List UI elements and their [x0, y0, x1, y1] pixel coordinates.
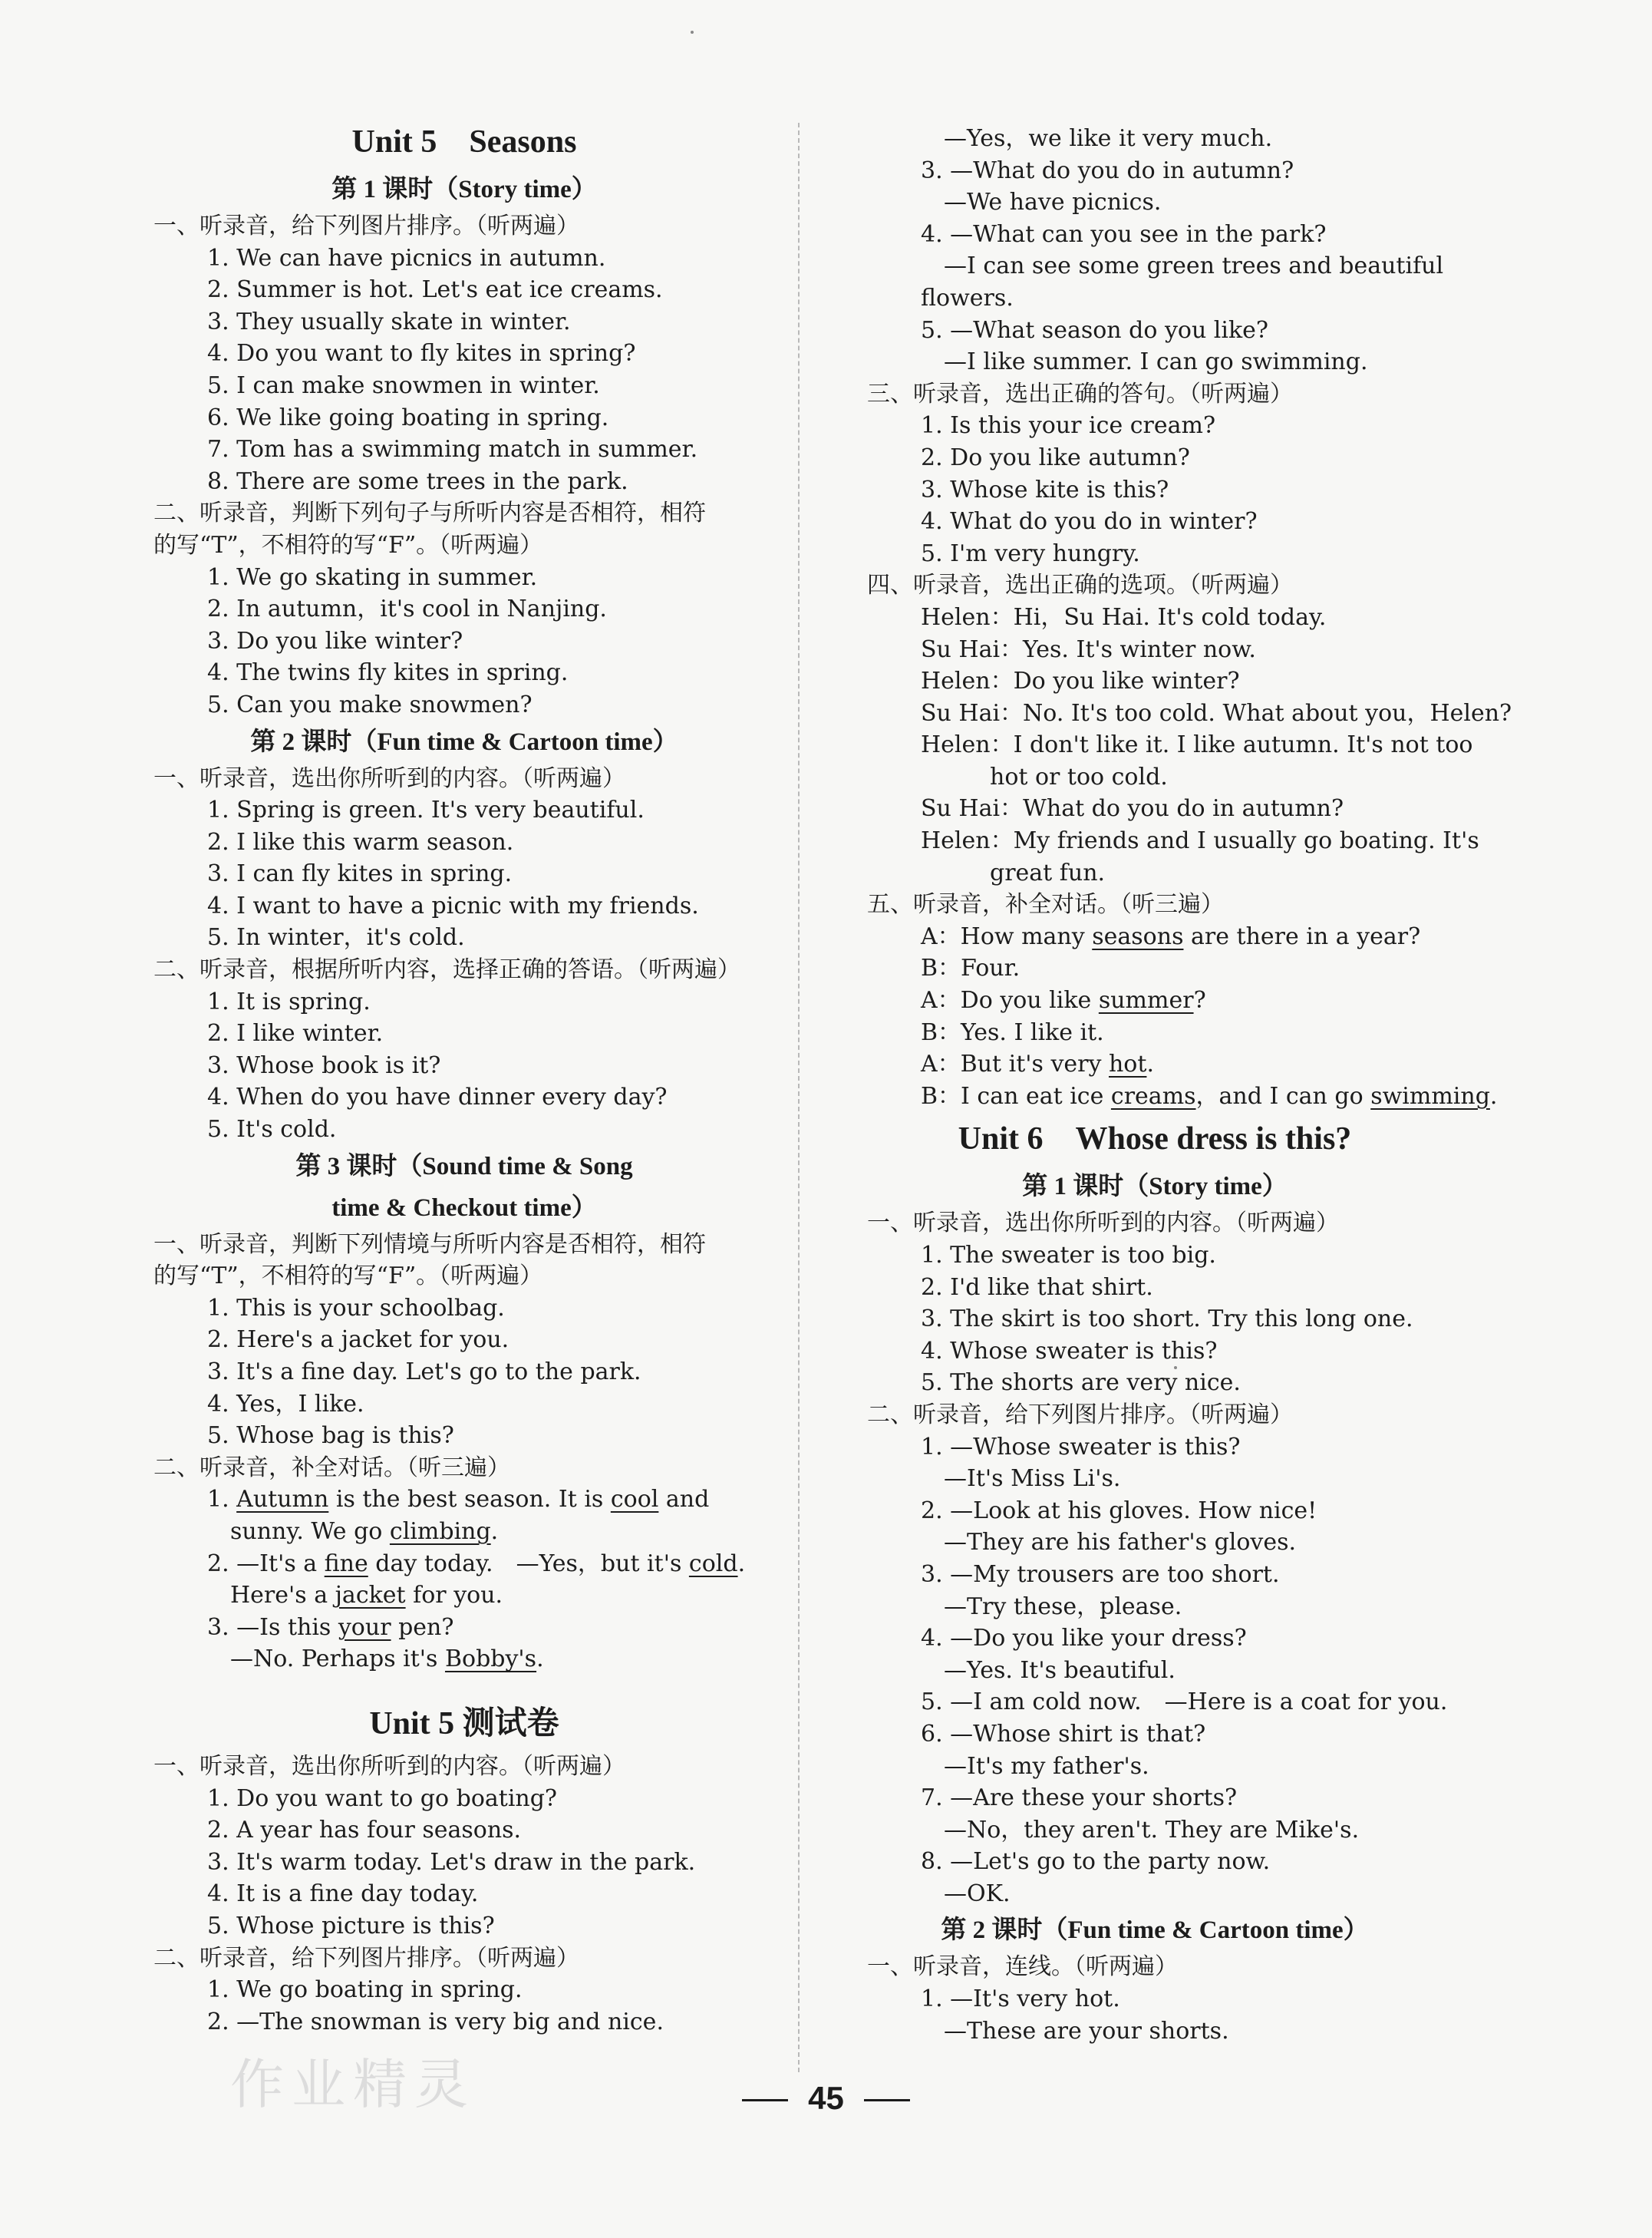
transcript-line: 4. Whose sweater is this?	[921, 1337, 1218, 1365]
transcript-line: 1. —Whose sweater is this?	[921, 1433, 1241, 1461]
lesson-heading: 第 2 课时（Fun time & Cartoon time）	[250, 728, 678, 756]
transcript-line: Su Hai：Yes. It's winter now.	[921, 635, 1256, 663]
transcript-line: —It's Miss Li's.	[944, 1465, 1121, 1493]
transcript-line: 4. —Do you like your dress?	[921, 1625, 1247, 1652]
transcript-line: Su Hai：No. It's too cold. What about you，Helen?	[921, 699, 1512, 727]
transcript-line: Helen：Do you like winter?	[921, 668, 1240, 695]
transcript-line: 4. The twins fly kites in spring.	[207, 659, 569, 687]
transcript-line: 3. I can fly kites in spring.	[207, 860, 513, 888]
filled-answer: jacket	[335, 1582, 406, 1609]
transcript-line	[153, 1643, 775, 1675]
transcript-line: 4. Yes，I like.	[207, 1390, 364, 1418]
transcript-line: 2. —The snowman is very big and nice.	[207, 2008, 664, 2035]
transcript-line: 5. Whose bag is this?	[207, 1422, 454, 1450]
transcript-line: 4. —What can you see in the park?	[921, 220, 1327, 248]
transcript-line: 2. Summer is hot. Let's eat ice creams.	[207, 276, 663, 304]
transcript-line	[153, 1548, 775, 1580]
transcript-line: Su Hai：What do you do in autumn?	[921, 795, 1344, 823]
transcript-line: 2. In autumn，it's cool in Nanjing.	[207, 596, 607, 623]
page-number	[0, 2080, 1652, 2117]
transcript-line: —Yes，we like it very much.	[944, 125, 1273, 152]
transcript-line: —Try these，please.	[944, 1593, 1182, 1620]
transcript-line: Helen：Hi，Su Hai. It's cold today.	[921, 603, 1327, 631]
question-instruction: 的写“T”，不相符的写“F”。（听两遍）	[153, 531, 543, 559]
line-text: A：How many	[921, 923, 1093, 950]
line-text: A：Do you like	[921, 987, 1099, 1015]
filled-answer: Autumn	[236, 1486, 329, 1513]
transcript-line: 5. Can you make snowmen?	[207, 691, 533, 718]
question-instruction: 一、听录音，选出你所听到的内容。（听两遍）	[867, 1210, 1339, 1237]
transcript-line: 3. Whose book is it?	[207, 1051, 441, 1079]
spacer	[153, 1675, 775, 1697]
scan-speck	[691, 31, 694, 34]
transcript-line: 1. Is this your ice cream?	[921, 412, 1216, 440]
transcript-line: 5. Whose picture is this?	[207, 1912, 495, 1939]
transcript-line: 3. It's a fine day. Let's go to the park.	[207, 1358, 641, 1385]
transcript-line: 4. When do you have dinner every day?	[207, 1084, 668, 1111]
filled-answer: swimming	[1370, 1082, 1490, 1110]
right-column	[867, 123, 1512, 2047]
transcript-line: —I like summer. I can go swimming.	[944, 348, 1368, 376]
transcript-line: —We have picnics.	[944, 189, 1162, 216]
line-text: pen?	[391, 1613, 454, 1641]
filled-answer: cool	[610, 1486, 659, 1513]
line-text: is the best season. It is	[328, 1486, 611, 1513]
transcript-line: 4. Do you want to fly kites in spring?	[207, 340, 636, 368]
transcript-line: —They are his father's gloves.	[944, 1529, 1297, 1556]
question-instruction: 二、听录音，给下列图片排序。（听两遍）	[867, 1401, 1293, 1428]
transcript-line: 4. I want to have a picnic with my friends.	[207, 892, 699, 919]
transcript-line: 4. What do you do in winter?	[921, 508, 1258, 536]
line-text: 3. —Is this	[207, 1613, 338, 1641]
line-text: are there in a year?	[1183, 923, 1421, 950]
transcript-line: 5. I can make snowmen in winter.	[207, 371, 600, 399]
question-instruction: 二、听录音，给下列图片排序。（听两遍）	[153, 1944, 579, 1972]
watermark: 作业精灵	[230, 2053, 476, 2116]
filled-answer: seasons	[1092, 923, 1184, 950]
filled-answer: summer	[1098, 987, 1194, 1015]
transcript-line: 1. The sweater is too big.	[921, 1242, 1216, 1269]
line-text: 1.	[207, 1486, 237, 1513]
transcript-line: 7. —Are these your shorts?	[921, 1784, 1238, 1812]
unit-title: Unit 5 测试卷	[369, 1705, 559, 1741]
line-text: B：I can eat ice	[921, 1082, 1111, 1110]
line-text: sunny. We go	[230, 1517, 390, 1545]
transcript-line: 1. Spring is green. It's very beautiful.	[207, 797, 645, 824]
transcript-line: Helen：My friends and I usually go boating. It's	[921, 827, 1479, 855]
transcript-line: 2. I like this warm season.	[207, 828, 514, 856]
transcript-line: 5. The shorts are very nice.	[921, 1369, 1241, 1397]
transcript-line: 2. Here's a jacket for you.	[207, 1326, 509, 1354]
transcript-line	[867, 921, 1443, 953]
transcript-line: B：Yes. I like it.	[921, 1018, 1104, 1046]
transcript-line: 1. It is spring.	[207, 988, 371, 1015]
transcript-line: 5. In winter，it's cold.	[207, 924, 465, 952]
transcript-line: 5. —What season do you like?	[921, 316, 1269, 344]
transcript-line: B：Four.	[921, 955, 1021, 982]
transcript-line: 6. We like going boating in spring.	[207, 404, 609, 431]
transcript-line: 3. The skirt is too short. Try this long one.	[921, 1306, 1413, 1333]
transcript-line: 5. It's cold.	[207, 1116, 337, 1144]
line-text: Here's a	[230, 1582, 335, 1609]
question-instruction: 一、听录音，连线。（听两遍）	[867, 1953, 1178, 1981]
lesson-heading: 第 1 课时（Story time）	[331, 176, 597, 203]
transcript-line: —OK.	[944, 1880, 1011, 1907]
page-number-text: 45	[808, 2080, 844, 2116]
transcript-line: 5. —I am cold now. —Here is a coat for you.	[921, 1688, 1448, 1716]
transcript-line	[153, 1579, 775, 1612]
transcript-line	[867, 985, 1443, 1017]
transcript-line: 6. —Whose shirt is that?	[921, 1720, 1206, 1748]
transcript-line: 8. —Let's go to the party now.	[921, 1848, 1271, 1876]
question-instruction: 一、听录音，给下列图片排序。（听两遍）	[153, 213, 579, 239]
transcript-line: —Yes. It's beautiful.	[944, 1656, 1176, 1684]
question-instruction: 一、听录音，判断下列情境与所听内容是否相符，相符	[153, 1230, 706, 1258]
line-text: A：But it's very	[921, 1051, 1109, 1078]
transcript-line	[867, 1048, 1443, 1081]
transcript-line: 3. It's warm today. Let's draw in the park.	[207, 1848, 696, 1876]
transcript-line: —I can see some green trees and beautiful	[944, 253, 1444, 280]
lesson-heading: 第 3 课时（Sound time & Song	[295, 1152, 633, 1180]
transcript-line: 7. Tom has a swimming match in summer.	[207, 436, 698, 464]
question-instruction: 五、听录音，补全对话。（听三遍）	[867, 891, 1224, 919]
question-instruction: 一、听录音，选出你所听到的内容。（听两遍）	[153, 1752, 625, 1780]
line-text: .	[490, 1517, 499, 1545]
transcript-line: 1. We go boating in spring.	[207, 1976, 523, 2004]
column-divider	[798, 123, 800, 2072]
page-number-dash-right	[864, 2099, 910, 2101]
page-number-dash-left	[742, 2099, 788, 2101]
line-text: ，and I can go	[1195, 1082, 1371, 1110]
transcript-line: —It's my father's.	[944, 1752, 1149, 1780]
filled-answer: fine	[324, 1550, 368, 1577]
transcript-line: 1. Do you want to go boating?	[207, 1784, 558, 1812]
left-column	[153, 115, 775, 2038]
transcript-line: 2. I like winter.	[207, 1020, 384, 1048]
filled-answer: creams	[1110, 1082, 1196, 1110]
filled-answer: cold	[688, 1550, 738, 1577]
question-instruction: 四、听录音，选出正确的选项。（听两遍）	[867, 572, 1293, 599]
transcript-line: great fun.	[921, 859, 1106, 886]
question-instruction: 二、听录音，判断下列句子与所听内容是否相符，相符	[153, 500, 706, 527]
transcript-line: —No，they aren't. They are Mike's.	[944, 1816, 1360, 1844]
question-instruction: 的写“T”，不相符的写“F”。（听两遍）	[153, 1263, 543, 1290]
question-instruction: 一、听录音，选出你所听到的内容。（听两遍）	[153, 764, 625, 792]
transcript-line: 8. There are some trees in the park.	[207, 467, 628, 495]
transcript-line: 1. We can have picnics in autumn.	[207, 244, 606, 272]
line-text: .	[737, 1550, 746, 1577]
transcript-line	[153, 1612, 775, 1644]
transcript-line: 1. This is your schoolbag.	[207, 1294, 505, 1322]
line-text: .	[1489, 1082, 1498, 1110]
transcript-line	[153, 1484, 775, 1516]
question-instruction: 二、听录音，根据所听内容，选择正确的答语。（听两遍）	[153, 956, 740, 984]
lesson-heading: 第 1 课时（Story time）	[1022, 1173, 1288, 1201]
line-text: day today. —Yes，but it's	[368, 1550, 689, 1577]
transcript-line: flowers.	[921, 284, 1014, 312]
filled-answer: hot	[1108, 1051, 1147, 1078]
line-text: .	[536, 1645, 544, 1673]
transcript-line: 5. I'm very hungry.	[921, 540, 1140, 567]
line-text: for you.	[405, 1582, 503, 1609]
filled-answer: your	[338, 1613, 391, 1641]
transcript-line: Helen：I don't like it. I like autumn. It's not too	[921, 731, 1473, 759]
unit-title: Unit 6 Whose dress is this?	[958, 1121, 1352, 1157]
question-instruction: 三、听录音，选出正确的答句。（听两遍）	[867, 380, 1293, 408]
transcript-line: 2. —Look at his gloves. How nice!	[921, 1497, 1317, 1524]
filled-answer: climbing	[389, 1517, 491, 1545]
transcript-line: 1. —It's very hot.	[921, 1985, 1120, 2013]
question-instruction: 二、听录音，补全对话。（听三遍）	[153, 1454, 510, 1481]
transcript-line: hot or too cold.	[921, 763, 1168, 791]
filled-answer: Bobby's	[444, 1645, 537, 1673]
line-text: .	[1146, 1051, 1154, 1078]
transcript-line: 3. —My trousers are too short.	[921, 1560, 1280, 1588]
transcript-line: 2. Do you like autumn?	[921, 444, 1190, 471]
transcript-line: 2. A year has four seasons.	[207, 1817, 522, 1844]
transcript-line: 3. —What do you do in autumn?	[921, 157, 1294, 184]
transcript-line: 3. They usually skate in winter.	[207, 308, 571, 335]
transcript-line: 4. It is a fine day today.	[207, 1880, 479, 1908]
line-text: 2. —It's a	[207, 1550, 325, 1577]
transcript-line	[867, 1081, 1498, 1113]
line-text: and	[658, 1486, 710, 1513]
line-text: ?	[1193, 987, 1206, 1015]
transcript-line: 1. We go skating in summer.	[207, 563, 538, 591]
transcript-line: 2. I'd like that shirt.	[921, 1273, 1153, 1301]
line-text: —No. Perhaps it's	[230, 1645, 445, 1673]
transcript-line: —These are your shorts.	[944, 2017, 1229, 2045]
transcript-line: 3. Whose kite is this?	[921, 476, 1169, 503]
unit-title: Unit 5 Seasons	[351, 124, 577, 160]
lesson-heading: time & Checkout time）	[331, 1193, 597, 1222]
transcript-line	[153, 1516, 775, 1548]
lesson-heading: 第 2 课时（Fun time & Cartoon time）	[941, 1916, 1369, 1945]
transcript-line: 3. Do you like winter?	[207, 627, 463, 655]
